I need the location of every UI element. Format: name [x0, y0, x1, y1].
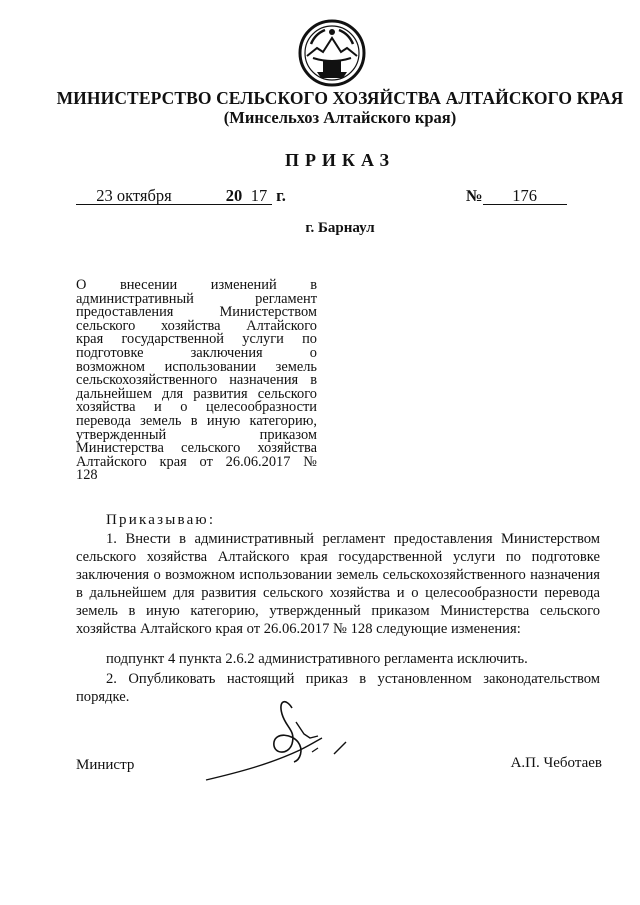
city: г. Барнаул: [305, 220, 375, 236]
signer-title: Министр: [76, 757, 135, 773]
order-date: [76, 186, 286, 206]
subject-line: дальнейшем для развития сельского: [76, 385, 317, 402]
subject-line: Алтайского края от 26.06.2017 №: [76, 453, 317, 470]
signer-name: А.П. Чеботаев: [510, 755, 602, 771]
document-type: ПРИКАЗ: [284, 150, 396, 170]
subject-line: утвержденный приказом: [76, 426, 317, 443]
handwritten-signature-icon: [200, 688, 360, 788]
subject-line: края государственной услуги по: [76, 331, 317, 348]
ministry-title: МИНИСТЕРСТВО СЕЛЬСКОГО ХОЗЯЙСТВА АЛТАЙСКОГО КРАЯ: [56, 88, 624, 108]
number-value: 176: [483, 187, 567, 205]
date-filler: [192, 187, 222, 205]
paragraph-2: подпункт 4 пункта 2.6.2 административного регламента исключить.: [106, 651, 528, 667]
subject-line: сельского хозяйства Алтайского: [76, 317, 317, 334]
date-year-prefix: 20: [222, 187, 246, 205]
subject-line: сельскохозяйственного назначения в: [76, 372, 317, 389]
order-word: Приказываю:: [106, 512, 216, 528]
paragraph-1: 1. Внести в административный регламент предоставления Министерством сельского хозяйства Алтайского края государственной услуги по подготовке заключения о возможном использовании земель сельскохозяйственного назначения в дальнейшем для развития сельского хозяйства и о целесообразности перевода земель в иную категорию, утвержденный приказом Министерства сельского хозяйства Алтайского края от 26.06.2017 № 128 следующие изменения:: [76, 531, 600, 637]
order-subject: [76, 279, 317, 483]
ministry-short-name: (Минсельхоз Алтайского края): [223, 108, 457, 127]
subject-line: 128: [76, 467, 98, 484]
subject-line: подготовке заключения о: [76, 344, 317, 361]
subject-line: административный регламент: [76, 290, 317, 307]
subject-line: предоставления Министерством: [76, 304, 317, 321]
order-number: [466, 186, 567, 206]
date-day-month: 23 октября: [76, 187, 192, 205]
date-year-suffix: 17: [246, 187, 272, 205]
subject-line: хозяйства и о целесообразности: [76, 399, 317, 416]
subject-line: возможном использовании земель: [76, 358, 317, 375]
date-year-unit: г.: [276, 186, 286, 205]
subject-line: О внесении изменений в: [76, 277, 317, 293]
subject-line: Министерства сельского хозяйства: [76, 440, 317, 457]
number-sign: №: [466, 186, 483, 205]
subject-line: перевода земель в иную категорию,: [76, 412, 317, 429]
paragraph-3: 2. Опубликовать настоящий приказ в установленном законодательством порядке.: [76, 671, 600, 705]
subject-lines: [76, 279, 317, 483]
coat-of-arms-icon: [297, 18, 367, 88]
